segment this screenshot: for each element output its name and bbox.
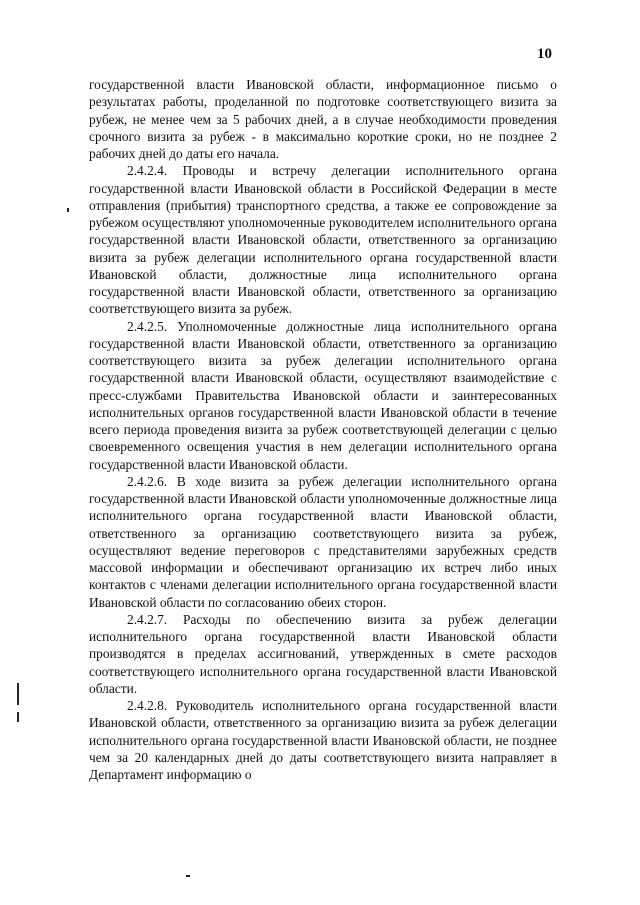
scan-artifact-bottom-mark [186,875,190,877]
paragraph-2-4-2-4: 2.4.2.4. Проводы и встречу делегации исполнительного органа государственной власти Ивановской области в Российской Федерации в месте отправления (прибытия) транспортного средства, а также ее сопровождение за рубежом осуществляют уполномоченные руководителем исполнительного органа государственной власти Ивановской области, ответственного за организацию визита за рубеж делегации исполнительного органа государственной власти Ивановской области, должностные лица исполнительного органа государственной власти Ивановской области, ответственного за организацию соответствующего визита за рубеж. [89,163,557,317]
page-number: 10 [537,46,552,62]
scan-artifact-margin-bar [17,712,19,722]
paragraph-2-4-2-6: 2.4.2.6. В ходе визита за рубеж делегации исполнительного органа государственной власти Ивановской области уполномоченные должностные лица исполнительного органа государственной власти Ивановской области, ответственного за организацию соответствующего визита за рубеж, осуществляют ведение переговоров с представителями зарубежных средств массовой информации и обеспечивают организацию их встреч либо иных контактов с членами делегации исполнительного органа государственной власти Ивановской области по согласованию обеих сторон. [89,473,557,610]
scan-artifact-dot [67,208,69,212]
document-body [89,76,557,783]
paragraph-2-4-2-5: 2.4.2.5. Уполномоченные должностные лица исполнительного органа государственной власти Ивановской области, ответственного за организацию соответствующего визита за рубеж делегации исполнительного органа государственной власти Ивановской области, осуществляют взаимодействие с пресс-службами Правительства Ивановской области и заинтересованных исполнительных органов государственной власти Ивановской области в течение всего периода проведения визита за рубеж соответствующей делегации с целью своевременного освещения участия в нем делегации исполнительного органа государственной власти Ивановской области. [89,318,557,472]
scan-artifact-margin-bar [17,683,19,705]
paragraph-continuation: государственной власти Ивановской области, информационное письмо о результатах работы, проделанной по подготовке соответствующего визита за рубеж, не менее чем за 5 рабочих дней, а в случае необходимости проведения срочного визита за рубеж - в максимально короткие сроки, но не позднее 2 рабочих дней до даты его начала. [89,77,557,161]
paragraph-2-4-2-7: 2.4.2.7. Расходы по обеспечению визита за рубеж делегации исполнительного органа государственной власти Ивановской области производятся в пределах ассигнований, утвержденных в смете расходов соответствующего исполнительного органа государственной власти Ивановской области. [89,611,557,696]
paragraph-2-4-2-8: 2.4.2.8. Руководитель исполнительного органа государственной власти Ивановской области, ответственного за организацию визита за рубеж делегации исполнительного органа государственной власти Ивановской области, не позднее чем за 20 календарных дней до даты соответствующего визита направляет в Департамент информацию о [89,698,557,782]
